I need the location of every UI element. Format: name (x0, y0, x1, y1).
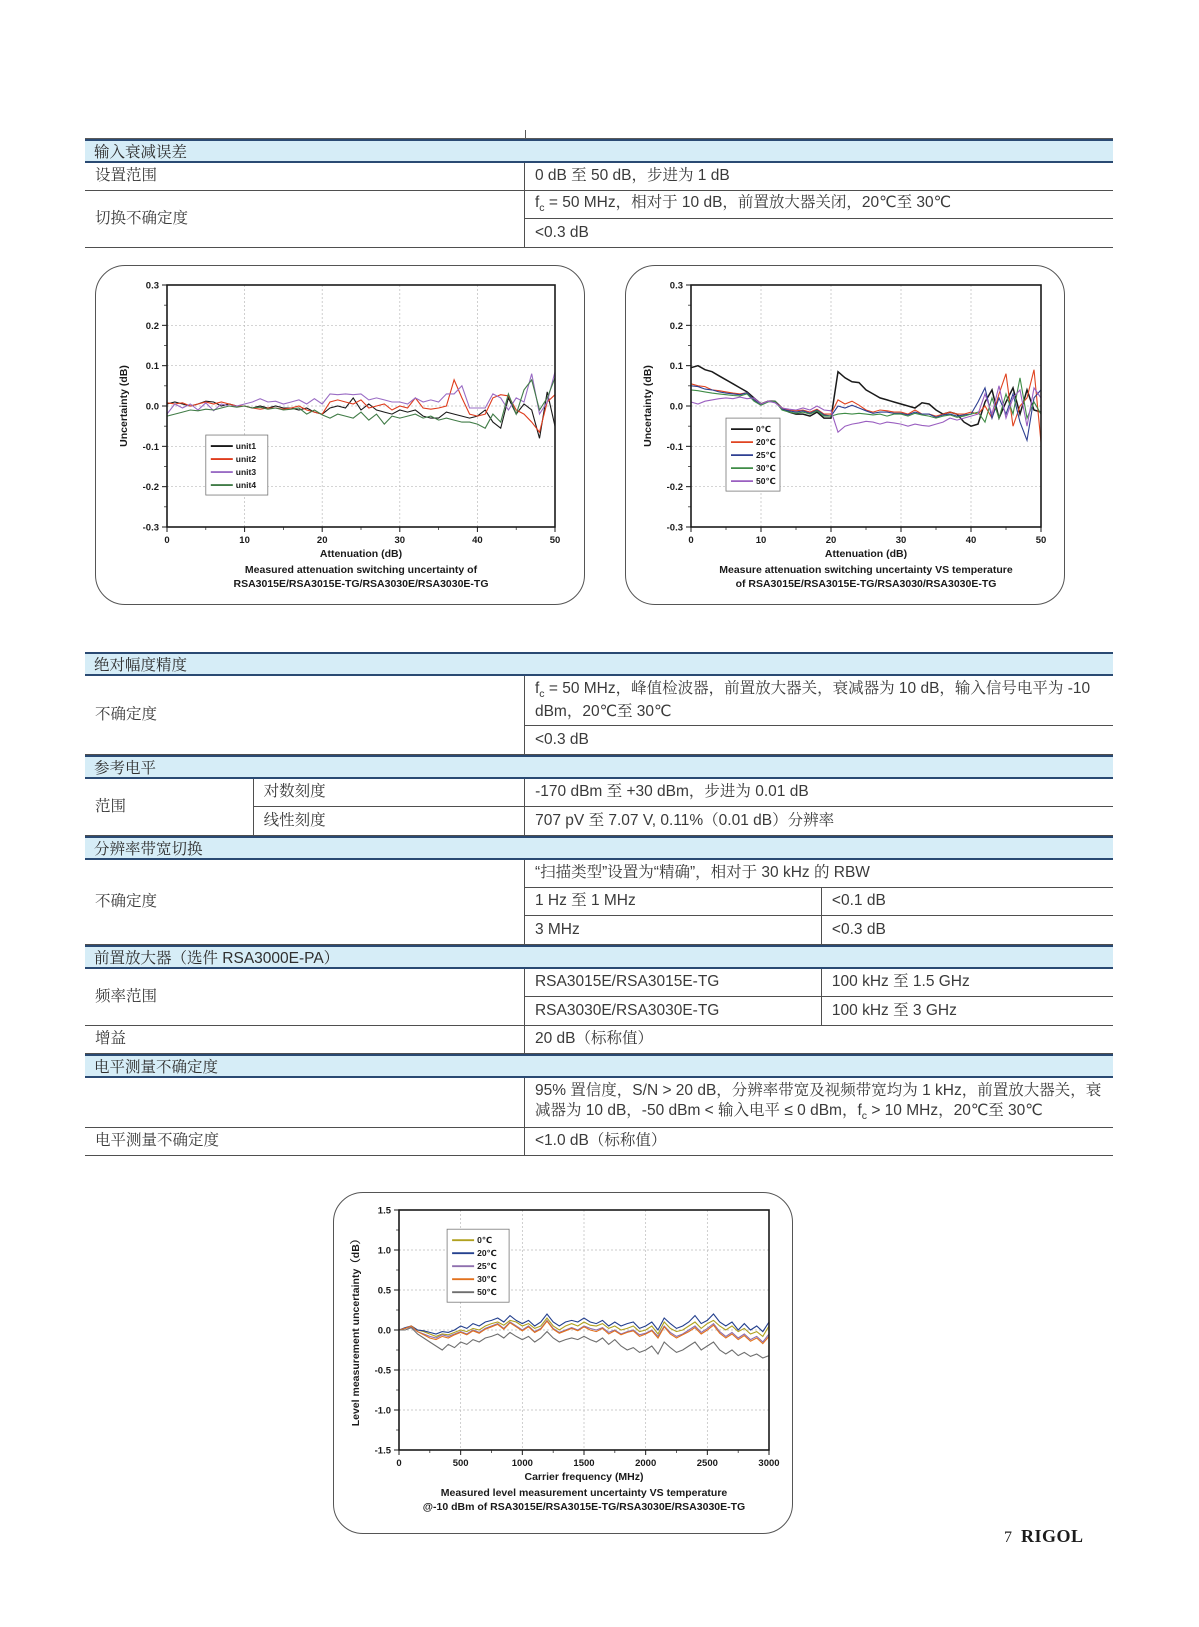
section-title: 输入衰减误差 (94, 144, 188, 161)
svg-text:@-10 dBm of RSA3015E/RSA3015E-: @-10 dBm of RSA3015E/RSA3015E-TG/RSA3030E/RSA3030E-TG (422, 1501, 746, 1513)
sub-label: 3 MHz (525, 916, 822, 944)
row-label: 增益 (85, 1026, 525, 1053)
svg-text:0.1: 0.1 (669, 361, 683, 373)
row-label-empty (85, 1078, 525, 1127)
spec-value: <0.3 dB (534, 730, 589, 748)
spec-value: -170 dBm 至 +30 dBm，步进为 0.01 dB (535, 783, 809, 801)
svg-text:20: 20 (825, 535, 837, 546)
svg-text:0.0: 0.0 (669, 401, 683, 413)
table-row-group (85, 779, 1113, 836)
svg-text:30℃: 30℃ (756, 463, 776, 474)
svg-text:1.0: 1.0 (377, 1245, 391, 1257)
sub-label: 线性刻度 (254, 807, 526, 835)
condition-text: $f_c = 50$ MHz，相对于 10 dB，前置放大器关闭，20℃至 30℃ (534, 194, 952, 215)
row-label: 不确定度 (85, 860, 525, 944)
svg-text:-0.5: -0.5 (374, 1365, 391, 1377)
svg-text:25℃: 25℃ (756, 450, 776, 461)
svg-text:50: 50 (549, 535, 561, 546)
svg-text:30℃: 30℃ (477, 1274, 497, 1285)
spacer (85, 605, 1113, 652)
table-row (85, 1078, 1113, 1128)
sub-label: 1 Hz 至 1 MHz (525, 888, 822, 915)
row-label: 不确定度 (85, 676, 525, 754)
svg-text:1.5: 1.5 (377, 1205, 391, 1217)
svg-text:0.0: 0.0 (145, 401, 159, 413)
svg-text:1500: 1500 (573, 1458, 595, 1469)
chart-frame-temperature (625, 265, 1065, 605)
row-label: 设置范围 (85, 163, 525, 190)
svg-text:30: 30 (895, 535, 907, 546)
svg-text:0: 0 (688, 535, 694, 546)
condition-text: $f_c = 50$ MHz，峰值检波器，前置放大器关，衰减器为 10 dB，输入信号电平为 -10 dBm，20℃至 30℃ (534, 679, 1091, 720)
svg-text:50: 50 (1035, 535, 1047, 546)
svg-text:50℃: 50℃ (477, 1287, 497, 1298)
svg-text:Measured attenuation switching: Measured attenuation switching uncertainty of (244, 564, 478, 576)
section-header-preamplifier (85, 945, 1113, 969)
svg-text:2000: 2000 (635, 1458, 657, 1469)
spec-value: <0.3 dB (534, 223, 589, 241)
svg-text:40: 40 (472, 535, 483, 546)
section-header-rbw-switching (85, 836, 1113, 860)
spec-value: 707 pV 至 7.07 V, 0.11%（0.01 dB）分辨率 (535, 811, 835, 829)
chart-frame-level-uncertainty (333, 1192, 793, 1534)
svg-text:-1.0: -1.0 (374, 1405, 391, 1417)
svg-text:Measured level measurement unc: Measured level measurement uncertainty VS temperature (440, 1487, 728, 1499)
table-row (85, 163, 1113, 191)
section-title: 参考电平 (94, 760, 157, 777)
svg-text:0.0: 0.0 (377, 1325, 391, 1337)
section-header-input-attenuation-error (85, 139, 1113, 163)
table-row-group (85, 860, 1113, 945)
svg-text:Uncertainty (dB): Uncertainty (dB) (642, 365, 654, 447)
section-header-level-measurement-uncertainty (85, 1054, 1113, 1078)
section-title: 前置放大器（选件 RSA3000E-PA） (94, 950, 340, 967)
spec-value: 100 kHz 至 1.5 GHz (831, 973, 970, 991)
section-title: 分辨率带宽切换 (94, 841, 203, 858)
table-row (85, 1128, 1113, 1156)
svg-text:0.5: 0.5 (377, 1285, 391, 1297)
svg-text:unit1: unit1 (235, 441, 257, 452)
page-footer (1004, 1526, 1084, 1547)
svg-text:50℃: 50℃ (756, 476, 776, 487)
model-name: RSA3030E/RSA3030E-TG (525, 997, 822, 1025)
svg-text:-1.5: -1.5 (374, 1445, 391, 1457)
rigol-logo: RIGOL (1021, 1526, 1084, 1546)
row-label: 频率范围 (85, 969, 525, 1025)
svg-text:-0.2: -0.2 (666, 482, 683, 494)
svg-text:-0.1: -0.1 (666, 441, 683, 453)
column-divider-stub (525, 130, 526, 139)
row-label: 电平测量不确定度 (85, 1128, 525, 1155)
svg-text:3000: 3000 (758, 1458, 780, 1469)
svg-text:20℃: 20℃ (477, 1248, 497, 1259)
svg-text:40: 40 (965, 535, 977, 546)
svg-text:unit4: unit4 (235, 480, 257, 491)
level-measurement-uncertainty-chart (341, 1198, 785, 1528)
spec-value: <1.0 dB（标称值） (534, 1132, 667, 1150)
svg-text:0℃: 0℃ (756, 424, 772, 435)
svg-text:Uncertainty (dB): Uncertainty (dB) (118, 365, 130, 447)
spec-value: <0.1 dB (831, 892, 886, 910)
condition-text: “扫描类型”设置为“精确”，相对于 30 kHz 的 RBW (534, 864, 870, 882)
svg-text:RSA3015E/RSA3015E-TG/RSA3030E/: RSA3015E/RSA3015E-TG/RSA3030E/RSA3030E-TG (233, 578, 489, 590)
condition-text: 95% 置信度，S/N > 20 dB，分辨率带宽及视频带宽均为 1 kHz，前置放大器关，衰减器为 10 dB，-50 dBm < 输入电平 ≤ 0 dBm，$f_c > 10$ MHz，20℃至 30℃ (534, 1081, 1102, 1123)
svg-text:0℃: 0℃ (477, 1235, 493, 1246)
svg-text:0.3: 0.3 (669, 280, 683, 292)
spec-value: <0.3 dB (831, 920, 886, 938)
section-header-absolute-amplitude-accuracy (85, 652, 1113, 676)
chart-frame-units (95, 265, 585, 605)
table-row (85, 1026, 1113, 1054)
row-label: 切换不确定度 (85, 191, 525, 247)
row-value: 0 dB 至 50 dB，步进为 1 dB (534, 167, 730, 185)
svg-text:Measure attenuation switching: Measure attenuation switching uncertainty VS temperature (719, 564, 1013, 576)
svg-text:0: 0 (396, 1458, 402, 1469)
section-title: 绝对幅度精度 (94, 657, 188, 674)
svg-text:0.2: 0.2 (669, 320, 683, 332)
svg-text:30: 30 (394, 535, 406, 546)
svg-text:0.3: 0.3 (145, 280, 159, 292)
svg-text:0: 0 (164, 535, 170, 546)
svg-text:0.1: 0.1 (145, 361, 159, 373)
attenuation-uncertainty-temperature-chart (633, 271, 1057, 599)
svg-text:25℃: 25℃ (477, 1261, 497, 1272)
spec-value: 20 dB（标称值） (534, 1030, 653, 1048)
table-row-group (85, 969, 1113, 1026)
table-row-group (85, 676, 1113, 755)
sub-label: 对数刻度 (254, 779, 526, 806)
svg-text:0.2: 0.2 (145, 320, 159, 332)
section-header-reference-level (85, 755, 1113, 779)
spec-table (85, 130, 1113, 1534)
svg-text:unit3: unit3 (235, 467, 257, 478)
table-row-group (85, 191, 1113, 248)
svg-text:20℃: 20℃ (756, 437, 776, 448)
section-title: 电平测量不确定度 (94, 1059, 219, 1076)
svg-text:-0.3: -0.3 (142, 522, 159, 534)
model-name: RSA3015E/RSA3015E-TG (525, 969, 822, 996)
svg-text:Level measurement uncertainty（: Level measurement uncertainty（dB） (350, 1233, 362, 1427)
attenuation-charts (95, 265, 1113, 605)
svg-text:Attenuation (dB): Attenuation (dB) (319, 548, 403, 560)
svg-text:of RSA3015E/RSA3015E-TG/RSA303: of RSA3015E/RSA3015E-TG/RSA3030/RSA3030E-TG (735, 578, 997, 590)
attenuation-uncertainty-units-chart (105, 271, 575, 599)
row-label: 范围 (85, 779, 254, 835)
svg-text:500: 500 (452, 1458, 469, 1469)
svg-text:-0.1: -0.1 (142, 441, 159, 453)
svg-text:Attenuation (dB): Attenuation (dB) (824, 548, 908, 560)
svg-text:Carrier frequency (MHz): Carrier frequency (MHz) (524, 1471, 644, 1483)
svg-text:10: 10 (755, 535, 767, 546)
svg-text:-0.2: -0.2 (142, 482, 159, 494)
svg-text:-0.3: -0.3 (666, 522, 683, 534)
spec-value: 100 kHz 至 3 GHz (831, 1001, 957, 1019)
table-top-remnant (85, 130, 1113, 139)
page-number: 7 (1004, 1529, 1012, 1546)
svg-text:unit2: unit2 (235, 454, 257, 465)
svg-text:1000: 1000 (511, 1458, 533, 1469)
svg-text:2500: 2500 (696, 1458, 718, 1469)
svg-text:20: 20 (316, 535, 328, 546)
svg-text:10: 10 (239, 535, 250, 546)
